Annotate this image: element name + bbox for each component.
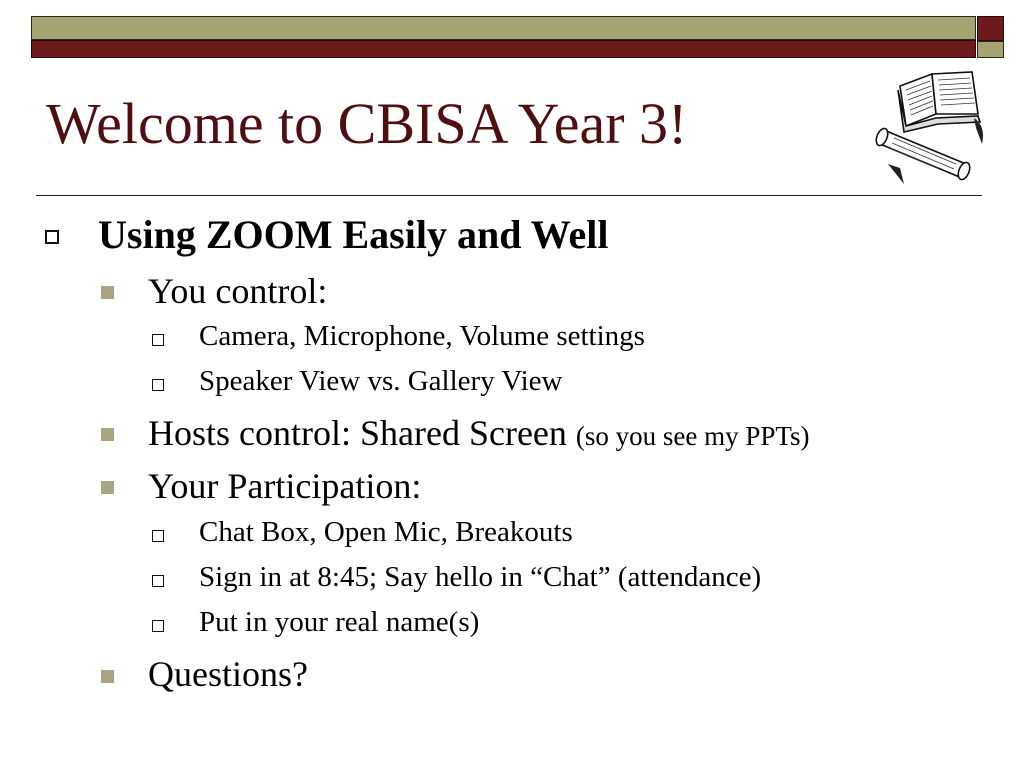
slide-title: Welcome to CBISA Year 3! [46,91,688,156]
bullet-you-control-item: Camera, Microphone, Volume settings [199,320,645,352]
hollow-square-bullet-icon [152,379,164,391]
hollow-square-bullet-icon [152,530,164,542]
bullet-hosts-control [148,412,810,454]
hollow-square-bullet-icon [45,230,59,244]
bullet-hosts-control-note: (so you see my PPTs) [575,421,810,451]
bullet-you-control-item: Speaker View vs. Gallery View [199,365,563,397]
bullet-you-control: You control: [148,271,328,311]
filled-square-bullet-icon [101,286,114,299]
bullet-participation-item: Chat Box, Open Mic, Breakouts [199,516,573,548]
filled-square-bullet-icon [101,481,114,494]
bullet-participation: Your Participation: [148,466,422,506]
hollow-square-bullet-icon [152,334,164,346]
filled-square-bullet-icon [101,428,114,441]
bullet-questions: Questions? [148,654,308,694]
bullet-hosts-control-label: Hosts control: Shared Screen [148,413,567,453]
bullet-participation-item: Put in your real name(s) [199,606,480,638]
hollow-square-bullet-icon [152,620,164,632]
filled-square-bullet-icon [101,670,114,683]
bullet-participation-item: Sign in at 8:45; Say hello in “Chat” (attendance) [199,561,762,593]
hollow-square-bullet-icon [152,575,164,587]
bullet-heading: Using ZOOM Easily and Well [98,212,609,257]
